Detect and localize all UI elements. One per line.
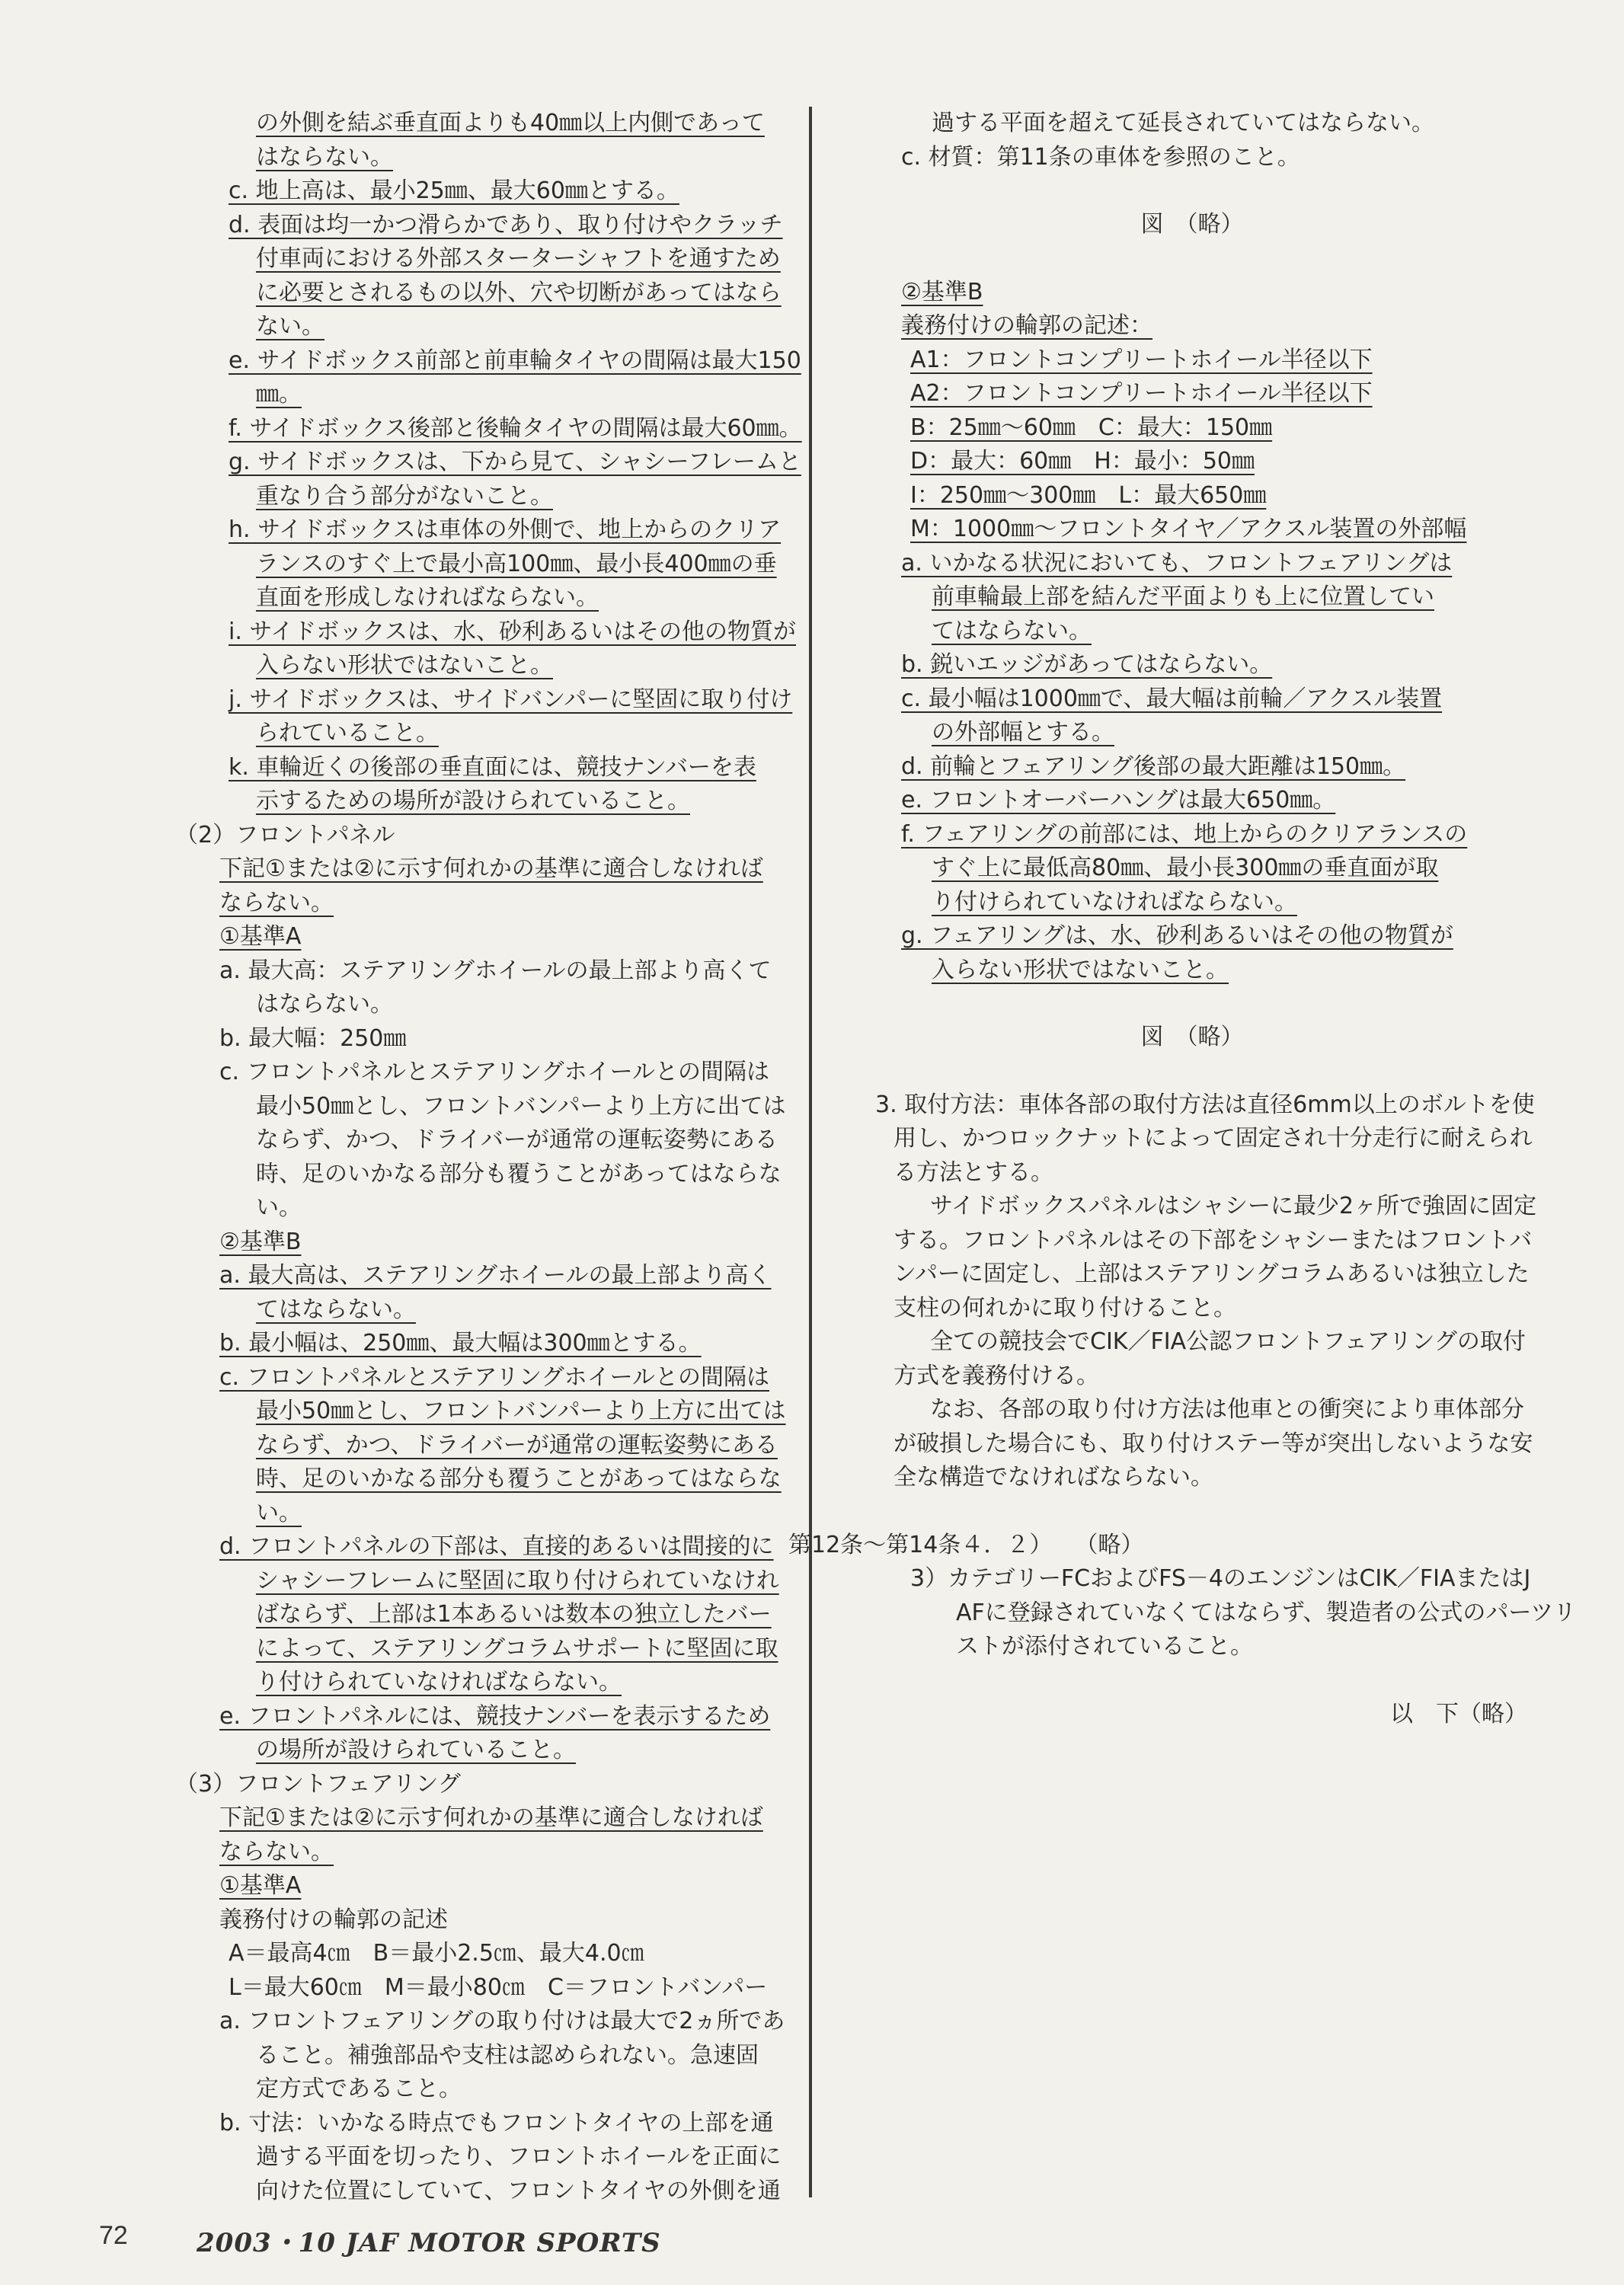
line-text: 以 下（略） xyxy=(1390,1700,1527,1727)
left-column-line xyxy=(175,683,793,717)
line-text: なお、各部の取り付け方法は他車との衝突により車体部分 xyxy=(930,1396,1524,1423)
line-text: j. サイドボックスは、サイドバンパーに堅固に取り付け xyxy=(229,686,793,713)
left-column-line xyxy=(175,954,772,989)
left-column-line xyxy=(175,1700,769,1734)
right-column-line xyxy=(857,1360,1527,1394)
left-column-line xyxy=(175,751,769,785)
left-column-line xyxy=(175,513,782,548)
left-column-line xyxy=(175,2005,785,2039)
right-column-line xyxy=(857,309,1527,344)
line-text: り付けられていなければならない。 xyxy=(256,1669,622,1695)
line-text: a. フロントフェアリングの取り付けは最大で2ヵ所であ xyxy=(219,2008,785,2034)
left-column-line xyxy=(175,1191,769,1226)
right-column-line xyxy=(857,107,1527,141)
left-column-line xyxy=(175,785,769,819)
left-column-line xyxy=(175,852,769,887)
right-column-line xyxy=(857,1190,1537,1224)
line-text: の場所が設けられていること。 xyxy=(256,1737,576,1763)
line-text: b. 最小幅は、250㎜、最大幅は300㎜とする。 xyxy=(219,1330,702,1357)
line-text: 最小50㎜とし、フロントバンパーより上方に出ては xyxy=(256,1092,786,1120)
right-column-line xyxy=(857,1224,1533,1258)
spacer xyxy=(857,1495,1527,1529)
line-text: ①基準A xyxy=(219,923,302,950)
left-column-line xyxy=(175,1327,769,1361)
line-text: ばならず、上部は1本あるいは数本の独立したバー xyxy=(256,1601,772,1628)
right-text-column xyxy=(788,107,1577,1731)
left-column-line xyxy=(175,988,769,1022)
line-text: 示するための場所が設けられていること。 xyxy=(256,788,690,814)
left-column-line xyxy=(175,378,769,412)
line-text: 全な構造でなければならない。 xyxy=(894,1464,1213,1491)
line-text: c. フロントパネルとステアリングホイールとの間隔は xyxy=(219,1363,769,1391)
line-text: すぐ上に最低高80㎜、最小長300㎜の垂直面が取 xyxy=(932,855,1439,881)
left-column-line xyxy=(175,581,769,615)
line-text: 支柱の何れかに取り付けること。 xyxy=(894,1294,1236,1321)
line-text: a. 最大高は、ステアリングホイールの最上部より高く xyxy=(219,1262,772,1289)
line-text: e. フロントオーバーハングは最大650㎜。 xyxy=(901,787,1336,813)
left-column-line xyxy=(175,310,769,344)
left-column-line xyxy=(175,1395,786,1429)
spacer xyxy=(857,174,1527,208)
right-column-line xyxy=(857,1461,1527,1495)
figure-placeholder xyxy=(857,1021,1527,1055)
line-text: k. 車輪近くの後部の垂直面には、競技ナンバーを表 xyxy=(229,753,756,781)
line-text: ランスのすぐ上で最小高100㎜、最小長400㎜の垂 xyxy=(256,550,777,577)
line-text: ならない。 xyxy=(219,889,334,916)
right-column-line xyxy=(857,1122,1533,1156)
right-column-line xyxy=(857,852,1527,886)
left-column-line xyxy=(175,446,801,480)
left-column-line xyxy=(175,1462,782,1497)
line-text: 図 （略） xyxy=(1140,211,1244,238)
line-text: ること。補強部品や支柱は認められない。急速固 xyxy=(256,2041,759,2069)
page-footer xyxy=(99,2220,661,2258)
line-text: c. 材質：第11条の車体を参照のこと。 xyxy=(901,143,1300,171)
line-text: り付けられていなければならない。 xyxy=(932,888,1297,916)
line-text: の外部幅とする。 xyxy=(932,719,1114,746)
line-text: する。フロントパネルはその下部をシャシーまたはフロントバ xyxy=(894,1226,1533,1254)
line-text: c. フロントパネルとステアリングホイールとの間隔は xyxy=(219,1059,769,1085)
left-column-line xyxy=(175,1937,769,1971)
column-divider xyxy=(809,107,812,2197)
left-column-line xyxy=(175,1530,774,1564)
line-text: f. フェアリングの前部には、地上からのクリアランスの xyxy=(901,820,1468,848)
right-column-line xyxy=(857,547,1527,581)
line-text: L＝最大60㎝ M＝最小80㎝ C＝フロントバンパー xyxy=(229,1973,768,2001)
right-column-line xyxy=(857,954,1527,988)
right-column-line xyxy=(857,411,1527,446)
line-text: に必要とされるもの以外、穴や切断があってはなら xyxy=(256,279,782,306)
line-text: 3. 取付方法：車体各部の取付方法は直径6mm以上のボルトを使 xyxy=(875,1091,1535,1118)
left-column-line xyxy=(175,1056,769,1090)
line-text: （3）フロントフェアリング xyxy=(175,1770,461,1798)
left-column-line xyxy=(175,2140,782,2175)
left-column-line xyxy=(175,1090,786,1124)
line-text: ならず、かつ、ドライバーが通常の運転姿勢にある xyxy=(256,1431,778,1459)
left-column-line xyxy=(175,887,769,921)
line-text: ②基準B xyxy=(219,1228,302,1255)
left-column-line xyxy=(175,2175,781,2209)
left-column-line xyxy=(175,1869,769,1903)
line-text: ②基準B xyxy=(901,278,983,305)
line-text: a. いかなる状況においても、フロントフェアリングは xyxy=(901,549,1453,577)
line-text: 3）カテゴリーFCおよびFS－4のエンジンはCIK／FIAまたはJ xyxy=(910,1565,1531,1592)
right-column-line xyxy=(857,445,1527,479)
left-column-line xyxy=(175,1801,769,1836)
line-text: g. フェアリングは、水、砂利あるいはその他の物質が xyxy=(901,922,1453,949)
left-column-line xyxy=(175,174,769,209)
left-column-line xyxy=(175,209,783,243)
right-column-line xyxy=(857,1562,1531,1596)
spacer xyxy=(857,1664,1527,1698)
right-column-line xyxy=(788,1529,1527,1563)
right-column-line xyxy=(857,784,1527,818)
line-text: い。 xyxy=(256,1194,302,1221)
line-text: c. 地上高は、最小25㎜、最大60㎜とする。 xyxy=(229,177,679,204)
right-column-line xyxy=(857,818,1527,852)
left-column-line xyxy=(175,1666,769,1700)
line-text: 向けた位置にしていて、フロントタイヤの外側を通 xyxy=(256,2177,781,2204)
line-text: 用し、かつロックナットによって固定され十分走行に耐えられ xyxy=(894,1125,1533,1152)
line-text: 最小50㎜とし、フロントバンパーより上方に出ては xyxy=(256,1398,786,1424)
left-column-line xyxy=(175,920,769,954)
left-column-line xyxy=(175,1598,772,1632)
line-text: e. サイドボックス前部と前車輪タイヤの間隔は最大150 xyxy=(229,347,801,374)
line-text: る方法とする。 xyxy=(894,1158,1053,1186)
line-text: 付車両における外部スターターシャフトを通すため xyxy=(256,245,781,272)
line-text: によって、ステアリングコラムサポートに堅固に取 xyxy=(256,1635,778,1662)
line-text: シャシーフレームに堅固に取り付けられていなけれ xyxy=(256,1567,779,1594)
left-column-line xyxy=(175,1361,769,1395)
line-text: い。 xyxy=(256,1499,302,1526)
line-text: 義務付けの輪郭の記述： xyxy=(901,312,1152,339)
line-text: ㎜。 xyxy=(256,381,302,407)
line-text: f. サイドボックス後部と後輪タイヤの間隔は最大60㎜。 xyxy=(229,414,802,442)
line-text: AFに登録されていなくてはならず、製造者の公式のパーツリ xyxy=(956,1599,1577,1626)
right-column-line xyxy=(857,479,1527,513)
line-text: ならず、かつ、ドライバーが通常の運転姿勢にある xyxy=(256,1127,778,1153)
right-column-line xyxy=(857,648,1527,682)
left-column-line xyxy=(175,242,781,276)
left-column-line xyxy=(175,615,797,650)
right-column-line xyxy=(857,1596,1577,1631)
line-text: 過する平面を切ったり、フロントホイールを正面に xyxy=(256,2143,782,2170)
right-column-line xyxy=(857,344,1527,378)
left-column-line xyxy=(175,649,769,683)
line-text: d. 前輪とフェアリング後部の最大距離は150㎜。 xyxy=(901,753,1406,780)
left-column-line xyxy=(175,1768,769,1802)
line-text: はならない。 xyxy=(256,991,393,1018)
line-text: 重なり合う部分がないこと。 xyxy=(256,482,553,510)
left-column-line xyxy=(175,1564,779,1599)
line-text: I：250㎜～300㎜ L：最大650㎜ xyxy=(910,481,1267,509)
right-column-line xyxy=(857,276,1527,310)
line-text: 下記①または②に示す何れかの基準に適合しなければ xyxy=(219,1804,763,1831)
line-text: e. フロントパネルには、競技ナンバーを表示するため xyxy=(219,1702,771,1730)
line-text: g. サイドボックスは、下から見て、シャシーフレームと xyxy=(229,449,801,475)
line-text: 義務付けの輪郭の記述 xyxy=(219,1906,448,1933)
line-text: A＝最高4㎝ B＝最小2.5㎝、最大4.0㎝ xyxy=(229,1940,644,1967)
left-column-line xyxy=(175,1497,769,1531)
right-column-line xyxy=(857,1156,1527,1190)
line-text: 入らない形状ではないこと。 xyxy=(932,956,1229,983)
line-text: d. 表面は均一かつ滑らかであり、取り付けやクラッチ xyxy=(229,211,783,238)
line-text: M：1000㎜～フロントタイヤ／アクスル装置の外部幅 xyxy=(910,516,1467,542)
line-text: 前車輪最上部を結んだ平面よりも上に位置してい xyxy=(932,583,1434,610)
end-note xyxy=(857,1698,1527,1732)
left-column-line xyxy=(175,276,782,311)
line-text: はならない。 xyxy=(256,143,393,171)
line-text: A1：フロントコンプリートホイール半径以下 xyxy=(910,346,1373,373)
line-text: 時、足のいかなる部分も覆うことがあってはならな xyxy=(256,1160,782,1187)
line-text: A2：フロントコンプリートホイール半径以下 xyxy=(910,380,1373,407)
line-text: D：最大：60㎜ H：最小：50㎜ xyxy=(910,448,1255,475)
line-text: b. 寸法：いかなる時点でもフロントタイヤの上部を通 xyxy=(219,2109,774,2136)
right-column-line xyxy=(857,513,1527,547)
left-column-line xyxy=(175,2107,774,2141)
left-column-line xyxy=(175,1971,769,2005)
line-text: B：25㎜～60㎜ C：最大：150㎜ xyxy=(910,414,1273,441)
left-column-line xyxy=(175,1123,778,1158)
left-column-line xyxy=(175,2072,769,2107)
line-text: a. 最大高：ステアリングホイールの最上部より高くて xyxy=(219,957,772,984)
left-column-line xyxy=(175,107,769,141)
line-text: h. サイドボックスは車体の外側で、地上からのクリア xyxy=(229,516,782,543)
line-text: られていること。 xyxy=(256,720,439,746)
right-column-line xyxy=(857,716,1527,750)
left-column-line xyxy=(175,1293,769,1328)
right-column-line xyxy=(857,1292,1527,1326)
left-text-column xyxy=(175,107,802,2208)
figure-placeholder xyxy=(857,208,1527,242)
page-number: 72 xyxy=(99,2221,128,2250)
left-column-line xyxy=(175,412,802,446)
left-column-line xyxy=(175,1903,769,1938)
line-text: d. フロントパネルの下部は、直接的あるいは間接的に xyxy=(219,1533,774,1560)
line-text: 定方式であること。 xyxy=(256,2076,462,2102)
right-column-line xyxy=(857,1088,1535,1123)
line-text: ストが添付されていること。 xyxy=(956,1633,1253,1660)
line-text: てはならない。 xyxy=(932,617,1092,644)
left-column-line xyxy=(175,1259,772,1293)
right-column-line xyxy=(857,1325,1527,1360)
line-text: ①基準A xyxy=(219,1872,302,1899)
line-text: の外側を結ぶ垂直面よりも40㎜以上内側であって xyxy=(256,110,765,136)
left-column-line xyxy=(175,2039,769,2073)
spacer xyxy=(857,1055,1527,1088)
line-text: 下記①または②に示す何れかの基準に適合しなければ xyxy=(219,855,763,882)
magazine-title: 2003・10 JAF MOTOR SPORTS xyxy=(197,2228,661,2258)
right-column-line xyxy=(857,377,1527,411)
left-column-line xyxy=(175,480,769,514)
right-column-line xyxy=(857,1427,1533,1462)
line-text: が破損した場合にも、取り付けステー等が突出しないような安 xyxy=(894,1430,1533,1457)
left-column-line xyxy=(175,1158,782,1192)
right-column-line xyxy=(857,615,1527,649)
right-column-line xyxy=(857,1630,1527,1664)
right-column-line xyxy=(857,919,1527,954)
line-text: 直面を形成しなければならない。 xyxy=(256,584,599,611)
left-column-line xyxy=(175,548,777,582)
left-column-line xyxy=(175,1022,769,1056)
right-column-line xyxy=(857,1258,1530,1292)
line-text: b. 鋭いエッジがあってはならない。 xyxy=(901,651,1273,678)
left-column-line xyxy=(175,1632,778,1667)
spacer xyxy=(857,242,1527,276)
left-column-line xyxy=(175,1226,769,1260)
line-text: 過する平面を超えて延長されていてはならない。 xyxy=(932,110,1434,136)
line-text: 入らない形状ではないこと。 xyxy=(256,652,553,679)
left-column-line xyxy=(175,141,769,175)
line-text: ンパーに固定し、上部はステアリングコラムあるいは独立した xyxy=(894,1261,1530,1287)
right-column-line xyxy=(857,141,1527,175)
left-column-line xyxy=(175,1836,769,1870)
left-column-line xyxy=(175,819,769,853)
left-column-line xyxy=(175,1734,769,1768)
line-text: サイドボックスパネルはシャシーに最少2ヶ所で強固に固定 xyxy=(930,1193,1537,1219)
line-text: ならない。 xyxy=(219,1838,334,1865)
line-text: ない。 xyxy=(256,313,324,340)
left-column-line xyxy=(175,717,769,751)
spacer xyxy=(857,987,1527,1021)
right-column-line xyxy=(857,682,1527,717)
left-column-line xyxy=(175,1429,778,1463)
right-column-line xyxy=(857,1393,1527,1427)
line-text: c. 最小幅は1000㎜で、最大幅は前輪／アクスル装置 xyxy=(901,685,1443,712)
line-text: 図 （略） xyxy=(1140,1024,1244,1050)
right-column-line xyxy=(857,886,1527,920)
line-text: 方式を義務付ける。 xyxy=(894,1362,1099,1389)
line-text: b. 最大幅：250㎜ xyxy=(219,1024,407,1052)
line-text: てはならない。 xyxy=(256,1296,416,1323)
line-text: i. サイドボックスは、水、砂利あるいはその他の物質が xyxy=(229,618,797,645)
left-column-line xyxy=(175,344,801,379)
right-column-line xyxy=(857,580,1527,615)
line-text: （2）フロントパネル xyxy=(175,821,395,848)
line-text: 時、足のいかなる部分も覆うことがあってはならな xyxy=(256,1465,782,1492)
right-column-line xyxy=(857,750,1527,785)
line-text: 第12条～第14条４．２） （略） xyxy=(788,1531,1144,1558)
line-text: 全ての競技会でCIK／FIA公認フロントフェアリングの取付 xyxy=(930,1328,1526,1355)
